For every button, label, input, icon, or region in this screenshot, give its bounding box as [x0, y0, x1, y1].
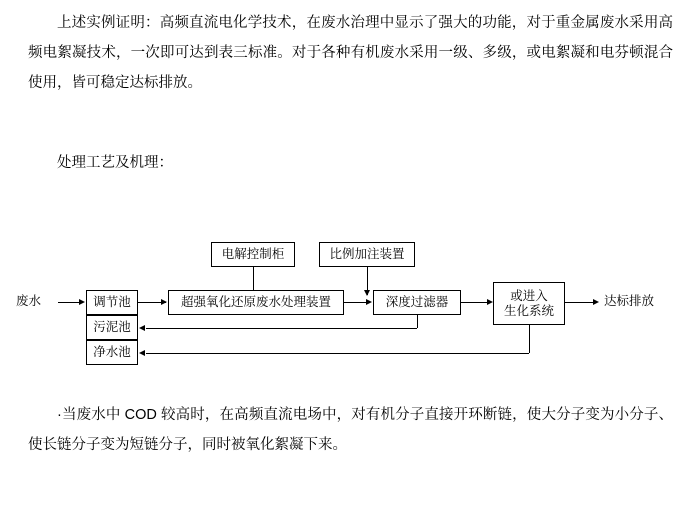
node-deep-filter — [373, 290, 461, 315]
node-control-cabinet-label: 电解控制柜 — [221, 247, 285, 261]
connector-bio-down — [529, 325, 530, 353]
node-deep-filter-label: 深度过滤器 — [385, 295, 449, 309]
arrowhead-dosing-to-reactor — [364, 290, 370, 296]
paragraph-heading: 处理工艺及机理： — [57, 155, 173, 171]
node-clean-water-tank-label: 净水池 — [93, 345, 131, 359]
label-wastewater-input: 废水 — [16, 294, 42, 308]
arrowhead-adjust-to-reactor — [161, 299, 167, 305]
node-sludge-tank — [86, 315, 138, 340]
node-main-reactor — [168, 290, 344, 315]
node-adjust-tank — [86, 290, 138, 315]
arrowhead-cleanwater-return — [139, 350, 145, 356]
connector-filter-down — [417, 315, 418, 328]
connector-cleanwater-return — [146, 353, 529, 354]
label-discharge-output: 达标排放 — [604, 294, 655, 308]
node-dosing-device — [319, 242, 415, 267]
arrowhead-bio-to-output — [593, 299, 599, 305]
connector-sludge-return — [146, 328, 417, 329]
node-clean-water-tank — [86, 340, 138, 365]
node-bio-system — [493, 282, 565, 325]
node-adjust-tank-label: 调节池 — [93, 295, 131, 309]
arrowhead-sludge-return — [139, 325, 145, 331]
node-dosing-device-label: 比例加注装置 — [329, 247, 405, 261]
node-main-reactor-label: 超强氧化还原废水处理装置 — [180, 295, 331, 309]
arrowhead-reactor-to-filter — [366, 299, 372, 305]
process-flow-diagram — [0, 228, 697, 393]
node-bio-system-line2: 生化系统 — [503, 303, 554, 318]
node-control-cabinet — [211, 242, 295, 267]
arrowhead-input-to-adjust — [79, 299, 85, 305]
paragraph-intro: 上述实例证明：高频直流电化学技术，在废水治理中显示了强大的功能，对于重金属废水采用高频电絮凝技术，一次即可达到表三标准。对于各种有机废水采用一级、多级，或电絮凝和电芬顿混合使用，皆可稳定达标排放。 — [28, 15, 673, 91]
node-bio-system-line1: 或进入 — [510, 288, 548, 303]
node-sludge-tank-label: 污泥池 — [93, 320, 131, 334]
paragraph-cod: ·当废水中 COD 较高时，在高频直流电场中，对有机分子直接开环断链，使大分子变为小分子、使长链分子变为短链分子，同时被氧化絮凝下来。 — [28, 407, 673, 453]
